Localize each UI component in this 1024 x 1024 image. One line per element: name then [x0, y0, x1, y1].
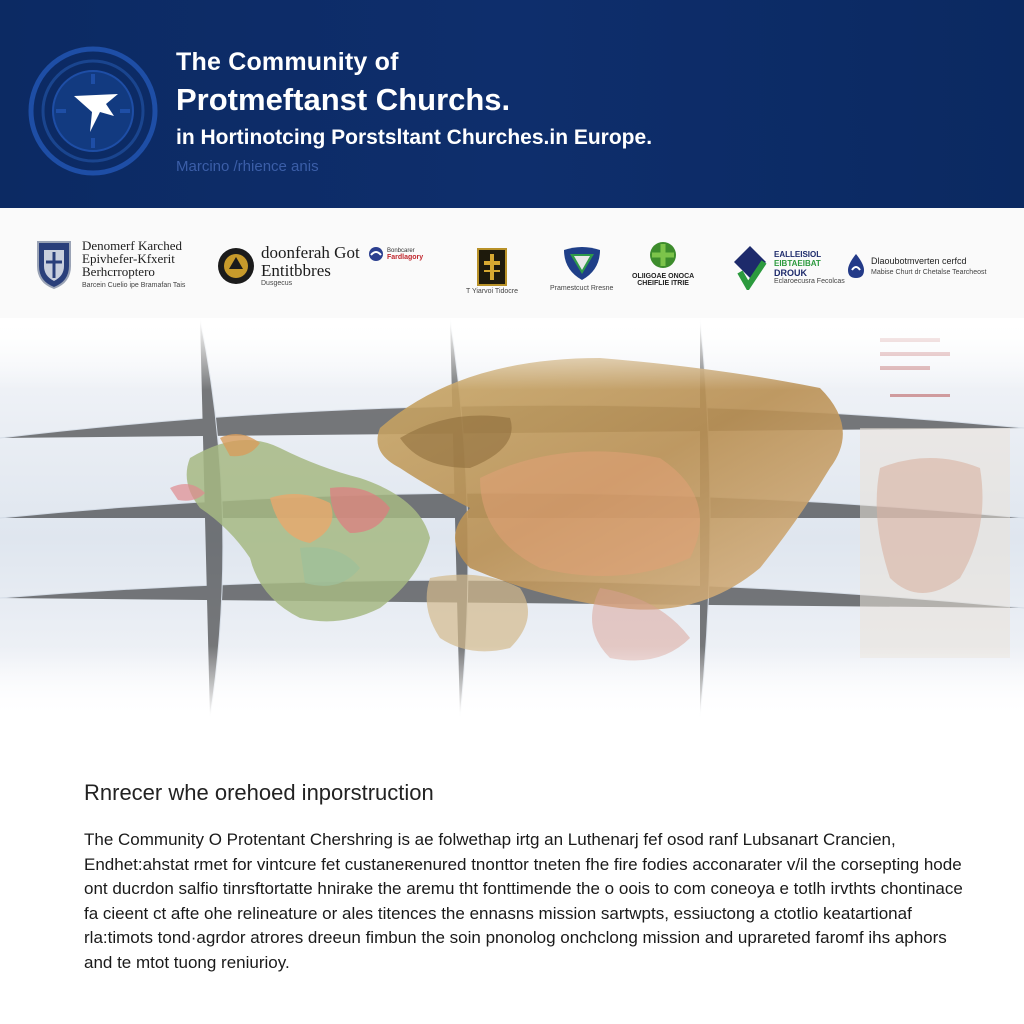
logo-2-line2: Entitbbres [261, 261, 331, 280]
logo-5-caption: Pramestcuct Rresne [550, 285, 614, 292]
logo-3-line1: Bonbcarer [387, 247, 415, 254]
gold-cross-icon [477, 248, 507, 286]
europe-map-image [0, 318, 1024, 718]
partner-logo-5[interactable] [550, 246, 613, 292]
blue-drop-icon [846, 252, 866, 280]
logo-1-line2: Epivhefer-Kfxerit [82, 251, 175, 266]
partner-logo-1[interactable] [34, 238, 185, 290]
logo-1-caption: Barcein Cuelio ipe Bramafan Tais [82, 282, 186, 289]
green-cross-icon [648, 240, 678, 270]
header-subtitle: Marcino /rhience anis [176, 158, 319, 175]
partner-logo-strip [0, 208, 1024, 318]
crest-seal-icon [217, 247, 255, 285]
europe-map-banner [0, 318, 1024, 718]
logo-7-caption: Eclaroecusra Fecolcas [774, 277, 845, 285]
intro-paragraph: The Community O Protentant Chershring is ae folwethap irtg an Luthenarj fef osod ranf Lubsanart Crancien, Endhet:ahstat rmet for vintcure fet custaneʀenured tnonttor tneten fhe fire fodies acconarater v/il the corsepting hode ont ducrdon salfio tinrsftortatte hnirake the aremu tht fonttimende the o oois to com coneoya e totlh irvthts chontinace fa cieent ct afte ohe relineature or ales titences the ennasns mission sartwpts, essiuctong a ctotlio keatartionaf rla:timots tond·agrdor atrores dreeun fimbun the soin pnonolog onchclong mission and uprareted faromf ihs aphors and te mtot tuong reniurioy. [84, 830, 963, 972]
logo-3-line2: Fardlagory [387, 253, 424, 261]
header-title-line1: The Community of [176, 48, 399, 76]
logo-2-line1: doonferah Got [261, 243, 360, 262]
partner-logo-3[interactable] [368, 246, 423, 262]
logo-1-line3: Berhcrroptero [82, 264, 155, 279]
logo-1-line1: Denomerf Karched [82, 238, 182, 253]
intro-heading: Rnrecer whe orehoed inporstruction [84, 780, 434, 805]
globe-swirl-icon [368, 246, 384, 262]
site-header [0, 0, 1024, 208]
logo-2-caption: Dusgecus [261, 280, 293, 287]
check-mark-icon [730, 244, 770, 290]
blue-shield-icon [560, 246, 604, 282]
partner-logo-6[interactable] [632, 240, 694, 287]
shield-crest-icon [34, 238, 74, 290]
header-title-line2: Protmeftanst Churchs. [176, 82, 511, 117]
logo-8-line1: Dlaoubotmverten cerfcd [871, 256, 967, 266]
emblem-dove-icon[interactable] [26, 44, 160, 178]
logo-7-line2: EIBTAEIBAT [774, 258, 821, 268]
partner-logo-2[interactable] [217, 244, 360, 287]
logo-8-caption: Mabise Churt dr Chetalse Tearcheost [871, 269, 987, 276]
partner-logo-8[interactable] [846, 252, 986, 280]
logo-6-line1: OLIIGOAE ONOCA [632, 273, 695, 280]
logo-7-line1: EALLEISIOL [774, 249, 822, 259]
logo-4-caption: T Yiarvoi Tidocre [466, 288, 519, 295]
partner-logo-7[interactable] [730, 244, 845, 290]
logo-7-line3: DROUK [774, 267, 807, 278]
intro-section [84, 780, 964, 975]
logo-6-line2: CHEIFLIE ITRIE [637, 280, 689, 287]
partner-logo-4[interactable] [466, 248, 518, 295]
header-title-line3: in Hortinotcing Porstsltant Churches.in Europe. [176, 126, 653, 149]
header-title-block [176, 48, 652, 175]
